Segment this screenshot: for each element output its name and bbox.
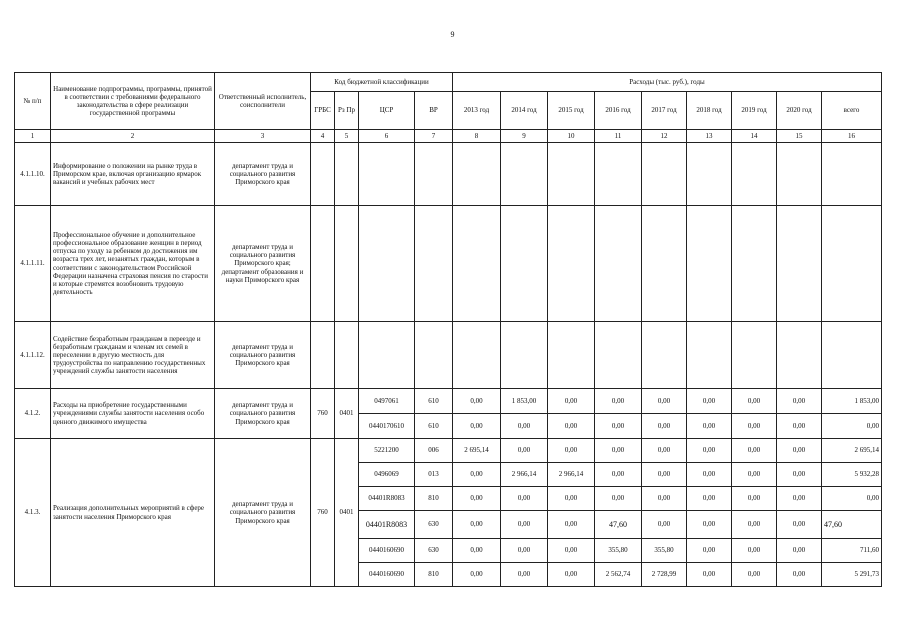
row-vr: 810 <box>415 487 453 511</box>
row-grbs: 760 <box>311 389 335 439</box>
value-cell: 0,00 <box>453 563 501 587</box>
row-number: 4.1.1.12. <box>15 322 51 389</box>
value-cell: 0,00 <box>687 563 732 587</box>
value-cell: 0,00 <box>548 563 595 587</box>
col-number: 12 <box>642 130 687 143</box>
value-cell: 0,00 <box>732 463 777 487</box>
row-csr: 04401R8083 <box>359 511 415 539</box>
value-cell: 0,00 <box>453 487 501 511</box>
row-vr: 610 <box>415 389 453 414</box>
header-year: 2017 год <box>642 92 687 130</box>
table-row <box>15 143 882 206</box>
value-cell: 0,00 <box>642 414 687 439</box>
value-cell: 0,00 <box>595 414 642 439</box>
row-name: Реализация дополнительных мероприятий в сфере занятости населения Приморского края <box>51 439 215 587</box>
value-cell: 0,00 <box>777 563 822 587</box>
row-csr: 5221200 <box>359 439 415 463</box>
value-cell: 2 728,99 <box>642 563 687 587</box>
row-executor: департамент труда и социального развития Приморского края; департамент образования и науки Приморского края <box>215 206 311 322</box>
header-executor: Ответственный исполнитель, соисполнители <box>215 73 311 130</box>
value-cell: 0,00 <box>642 389 687 414</box>
col-number: 14 <box>732 130 777 143</box>
value-cell: 355,80 <box>642 539 687 563</box>
value-cell: 0,00 <box>732 487 777 511</box>
row-vr: 013 <box>415 463 453 487</box>
value-cell: 0,00 <box>777 539 822 563</box>
header-csr: ЦСР <box>359 92 415 130</box>
value-cell: 0,00 <box>777 439 822 463</box>
budget-table <box>14 72 882 587</box>
value-cell: 355,80 <box>595 539 642 563</box>
header-year: 2013 год <box>453 92 501 130</box>
value-cell: 0,00 <box>687 389 732 414</box>
col-number: 16 <box>822 130 882 143</box>
col-number: 13 <box>687 130 732 143</box>
row-executor: департамент труда и социального развития Приморского края <box>215 322 311 389</box>
column-numbers-row <box>15 130 882 143</box>
header-grbs: ГРБС <box>311 92 335 130</box>
col-number: 3 <box>215 130 311 143</box>
value-cell: 0,00 <box>595 463 642 487</box>
row-vr: 006 <box>415 439 453 463</box>
row-name: Содействие безработным гражданам в переезде и безработным гражданам и членам их семей в переселении в другую местность для трудоустройства по направлению государственных учреждений службы занятости населения <box>51 322 215 389</box>
header-year: 2019 год <box>732 92 777 130</box>
value-cell: 0,00 <box>501 563 548 587</box>
value-cell: 0,00 <box>642 439 687 463</box>
total-cell: 1 853,00 <box>822 389 882 414</box>
value-cell: 0,00 <box>732 539 777 563</box>
value-cell: 0,00 <box>732 414 777 439</box>
value-cell: 0,00 <box>548 414 595 439</box>
value-cell: 2 966,14 <box>501 463 548 487</box>
row-executor: департамент труда и социального развития Приморского края <box>215 143 311 206</box>
col-number: 6 <box>359 130 415 143</box>
table-row <box>15 389 882 414</box>
header-year: 2015 год <box>548 92 595 130</box>
value-cell: 0,00 <box>595 389 642 414</box>
row-csr: 0440160690 <box>359 539 415 563</box>
row-number: 4.1.3. <box>15 439 51 587</box>
header-name: Наименование подпрограммы, программы, принятой в соответствии с требованиями федерального законодательства в сфере реализации государственной программы <box>51 73 215 130</box>
header-vr: ВР <box>415 92 453 130</box>
row-csr: 0440160690 <box>359 563 415 587</box>
value-cell: 0,00 <box>453 511 501 539</box>
value-cell: 0,00 <box>501 414 548 439</box>
col-number: 9 <box>501 130 548 143</box>
total-cell: 0,00 <box>822 414 882 439</box>
value-cell: 0,00 <box>777 389 822 414</box>
value-cell: 0,00 <box>453 539 501 563</box>
total-cell: 5 932,28 <box>822 463 882 487</box>
total-cell: 2 695,14 <box>822 439 882 463</box>
row-number: 4.1.1.11. <box>15 206 51 322</box>
col-number: 15 <box>777 130 822 143</box>
header-year: 2018 год <box>687 92 732 130</box>
value-cell: 0,00 <box>548 487 595 511</box>
total-cell: 47,60 <box>822 511 882 539</box>
value-cell: 0,00 <box>453 463 501 487</box>
col-number: 2 <box>51 130 215 143</box>
row-rzpr: 0401 <box>335 389 359 439</box>
table-row <box>15 206 882 322</box>
header-budget-code: Код бюджетной классификации <box>311 73 453 92</box>
row-vr: 630 <box>415 511 453 539</box>
row-csr: 0440170610 <box>359 414 415 439</box>
total-cell: 5 291,73 <box>822 563 882 587</box>
value-cell: 0,00 <box>687 487 732 511</box>
value-cell: 2 695,14 <box>453 439 501 463</box>
value-cell: 0,00 <box>777 463 822 487</box>
header-year: 2016 год <box>595 92 642 130</box>
value-cell: 0,00 <box>642 511 687 539</box>
row-grbs: 760 <box>311 439 335 587</box>
header-row <box>15 73 882 92</box>
value-cell: 0,00 <box>777 414 822 439</box>
value-cell: 0,00 <box>687 414 732 439</box>
value-cell: 0,00 <box>548 389 595 414</box>
total-cell: 711,60 <box>822 539 882 563</box>
header-total: всего <box>822 92 882 130</box>
value-cell: 0,00 <box>453 389 501 414</box>
value-cell: 0,00 <box>777 511 822 539</box>
row-csr: 0496069 <box>359 463 415 487</box>
value-cell: 0,00 <box>687 511 732 539</box>
row-number: 4.1.2. <box>15 389 51 439</box>
row-name: Информирование о положении на рынке труда в Приморском крае, включая организацию ярмарок вакансий и учебных рабочих мест <box>51 143 215 206</box>
col-number: 7 <box>415 130 453 143</box>
value-cell: 2 966,14 <box>548 463 595 487</box>
row-csr: 04401R8083 <box>359 487 415 511</box>
row-name: Профессиональное обучение и дополнительное профессиональное образование женщин в период отпуска по уходу за ребенком до достижения им возраста трех лет, незанятых граждан, которым в соответствии с законодательством Российской Федерации назначена страховая пенсия по старости и которые стремятся возобновить трудовую деятельность <box>51 206 215 322</box>
value-cell: 0,00 <box>595 487 642 511</box>
header-year: 2014 год <box>501 92 548 130</box>
value-cell: 0,00 <box>732 511 777 539</box>
value-cell: 0,00 <box>501 439 548 463</box>
value-cell: 0,00 <box>642 487 687 511</box>
value-cell: 2 562,74 <box>595 563 642 587</box>
col-number: 1 <box>15 130 51 143</box>
value-cell: 0,00 <box>642 463 687 487</box>
row-vr: 610 <box>415 414 453 439</box>
value-cell: 0,00 <box>687 539 732 563</box>
row-vr: 630 <box>415 539 453 563</box>
value-cell: 0,00 <box>501 511 548 539</box>
value-cell: 0,00 <box>687 439 732 463</box>
table-row <box>15 322 882 389</box>
row-executor: департамент труда и социального развития Приморского края <box>215 389 311 439</box>
value-cell: 0,00 <box>548 511 595 539</box>
value-cell: 0,00 <box>548 539 595 563</box>
value-cell: 0,00 <box>732 563 777 587</box>
row-executor: департамент труда и социального развития Приморского края <box>215 439 311 587</box>
header-num: № п/п <box>15 73 51 130</box>
value-cell: 0,00 <box>687 463 732 487</box>
row-rzpr: 0401 <box>335 439 359 587</box>
row-number: 4.1.1.10. <box>15 143 51 206</box>
header-expenses: Расходы (тыс. руб.), годы <box>453 73 882 92</box>
row-vr: 810 <box>415 563 453 587</box>
total-cell: 0,00 <box>822 487 882 511</box>
value-cell: 0,00 <box>501 487 548 511</box>
value-cell: 1 853,00 <box>501 389 548 414</box>
table-row <box>15 439 882 463</box>
value-cell: 0,00 <box>595 439 642 463</box>
header-year: 2020 год <box>777 92 822 130</box>
value-cell: 0,00 <box>453 414 501 439</box>
col-number: 5 <box>335 130 359 143</box>
row-csr: 0497061 <box>359 389 415 414</box>
col-number: 10 <box>548 130 595 143</box>
value-cell: 0,00 <box>777 487 822 511</box>
value-cell: 47,60 <box>595 511 642 539</box>
col-number: 4 <box>311 130 335 143</box>
header-rzpr: Рз Пр <box>335 92 359 130</box>
col-number: 8 <box>453 130 501 143</box>
row-name: Расходы на приобретение государственными учреждениями службы занятости населения особо ценного движимого имущества <box>51 389 215 439</box>
value-cell: 0,00 <box>548 439 595 463</box>
col-number: 11 <box>595 130 642 143</box>
page-number: 9 <box>450 30 455 39</box>
value-cell: 0,00 <box>732 389 777 414</box>
value-cell: 0,00 <box>501 539 548 563</box>
value-cell: 0,00 <box>732 439 777 463</box>
